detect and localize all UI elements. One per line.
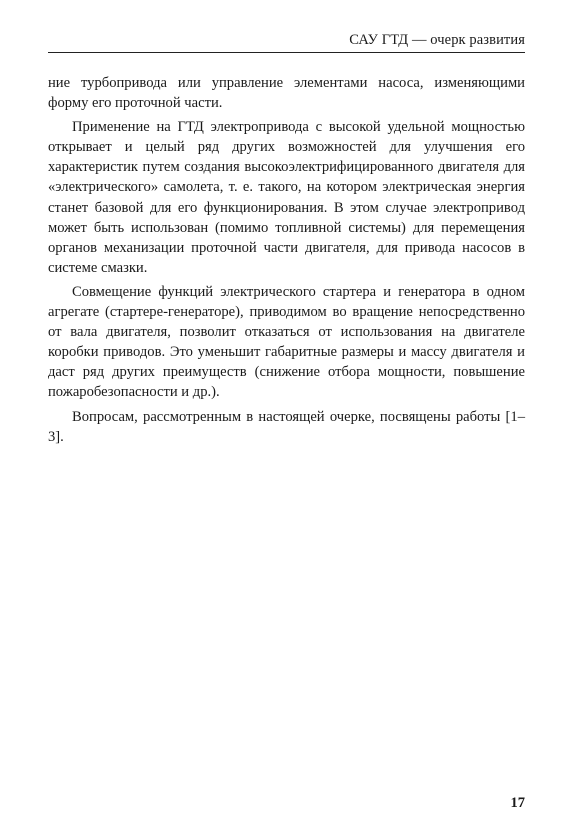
page-number: 17 xyxy=(510,795,525,811)
paragraph-continuation: ние турбопривода или управление элементами насоса, изменяющими форму его проточной части. xyxy=(48,75,525,112)
header-rule xyxy=(48,52,525,53)
body-text xyxy=(48,73,525,447)
paragraph: Совмещение функций электрического стартера и генератора в одном агрегате (стартере-генераторе), приводимом во вращение непосредственно от вала двигателя, позволит отказаться от использования на двигателе коробки приводов. Это уменьшит габаритные размеры и массу двигателя и даст ряд других преимуществ (снижение отбора мощности, повышение пожаробезопасности и др.). xyxy=(48,283,525,401)
paragraph: Вопросам, рассмотренным в настоящей очерке, посвящены работы [1–3]. xyxy=(48,408,525,445)
paragraph: Применение на ГТД электропривода с высокой удельной мощностью открывает и целый ряд других возможностей для улучшения его характеристик путем создания высокоэлектрифицированного двигателя для «электрического» самолета, т. е. такого, на котором электрическая энергия станет базовой для его функционирования. В этом случае электропривод может быть использован (помимо топливной системы) для перемещения органов механизации проточной части двигателя, для привода насосов в системе смазки. xyxy=(48,119,525,276)
running-head: САУ ГТД — очерк развития xyxy=(349,32,525,48)
